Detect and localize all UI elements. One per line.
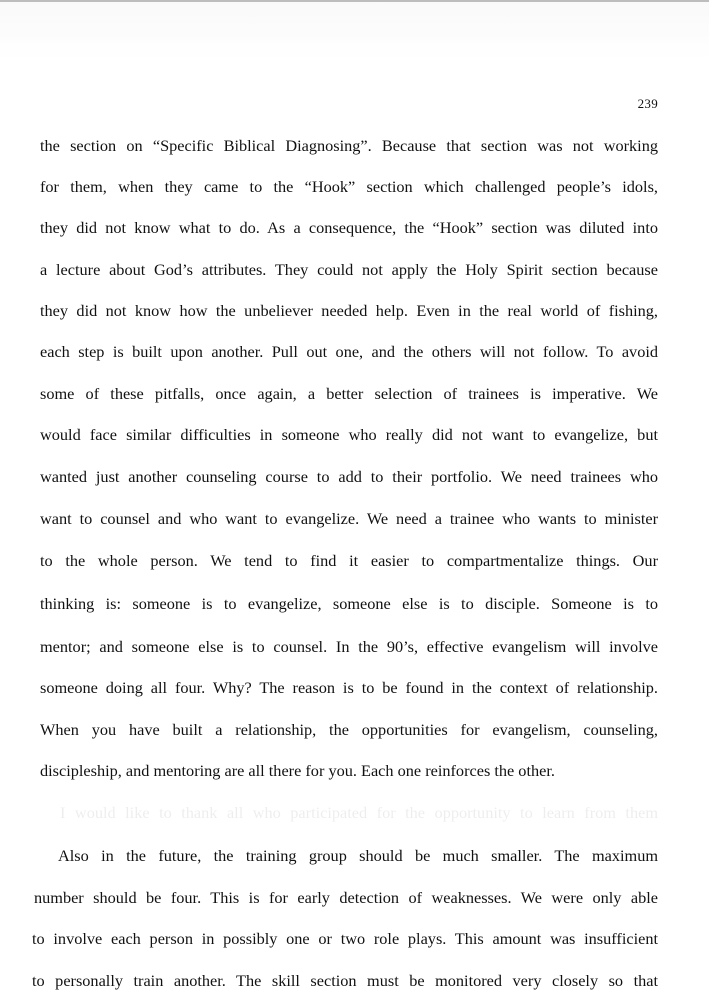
- text-line: number should be four. This is for early detection of weaknesses. We were only able: [34, 888, 658, 907]
- text-line: the section on “Specific Biblical Diagnosing”. Because that section was not working: [40, 136, 658, 155]
- text-line: wanted just another counseling course to add to their portfolio. We need trainees who: [40, 467, 658, 486]
- text-line: discipleship, and mentoring are all there for you. Each one reinforces the other.: [40, 761, 555, 780]
- text-line: mentor; and someone else is to counsel. In the 90’s, effective evangelism will involve: [40, 637, 658, 656]
- text-line: thinking is: someone is to evangelize, someone else is to disciple. Someone is to: [40, 594, 658, 613]
- text-line: to personally train another. The skill section must be monitored very closely so that: [32, 971, 658, 990]
- text-line: to involve each person in possibly one or two role plays. This amount was insufficient: [32, 929, 658, 948]
- text-line: a lecture about God’s attributes. They could not apply the Holy Spirit section because: [40, 260, 658, 279]
- text-line: someone doing all four. Why? The reason is to be found in the context of relationship.: [40, 678, 658, 697]
- bleed-through-text: I would like to thank all who participated for the opportunity to learn from them: [60, 803, 658, 822]
- text-line: some of these pitfalls, once again, a better selection of trainees is imperative. We: [40, 384, 658, 403]
- text-line: would face similar difficulties in someone who really did not want to evangelize, but: [40, 425, 658, 444]
- text-line: they did not know how the unbeliever needed help. Even in the real world of fishing,: [40, 301, 658, 320]
- text-line: to the whole person. We tend to find it easier to compartmentalize things. Our: [40, 551, 658, 570]
- text-line: want to counsel and who want to evangelize. We need a trainee who wants to minister: [40, 509, 658, 528]
- page-number: 239: [637, 96, 658, 111]
- text-line: each step is built upon another. Pull out one, and the others will not follow. To avoid: [40, 342, 658, 361]
- text-line: When you have built a relationship, the opportunities for evangelism, counseling,: [40, 720, 658, 739]
- text-line: they did not know what to do. As a consequence, the “Hook” section was diluted into: [40, 218, 658, 237]
- text-line: for them, when they came to the “Hook” section which challenged people’s idols,: [40, 177, 658, 196]
- text-line: Also in the future, the training group should be much smaller. The maximum: [58, 846, 658, 865]
- page-top-edge: [0, 0, 709, 2]
